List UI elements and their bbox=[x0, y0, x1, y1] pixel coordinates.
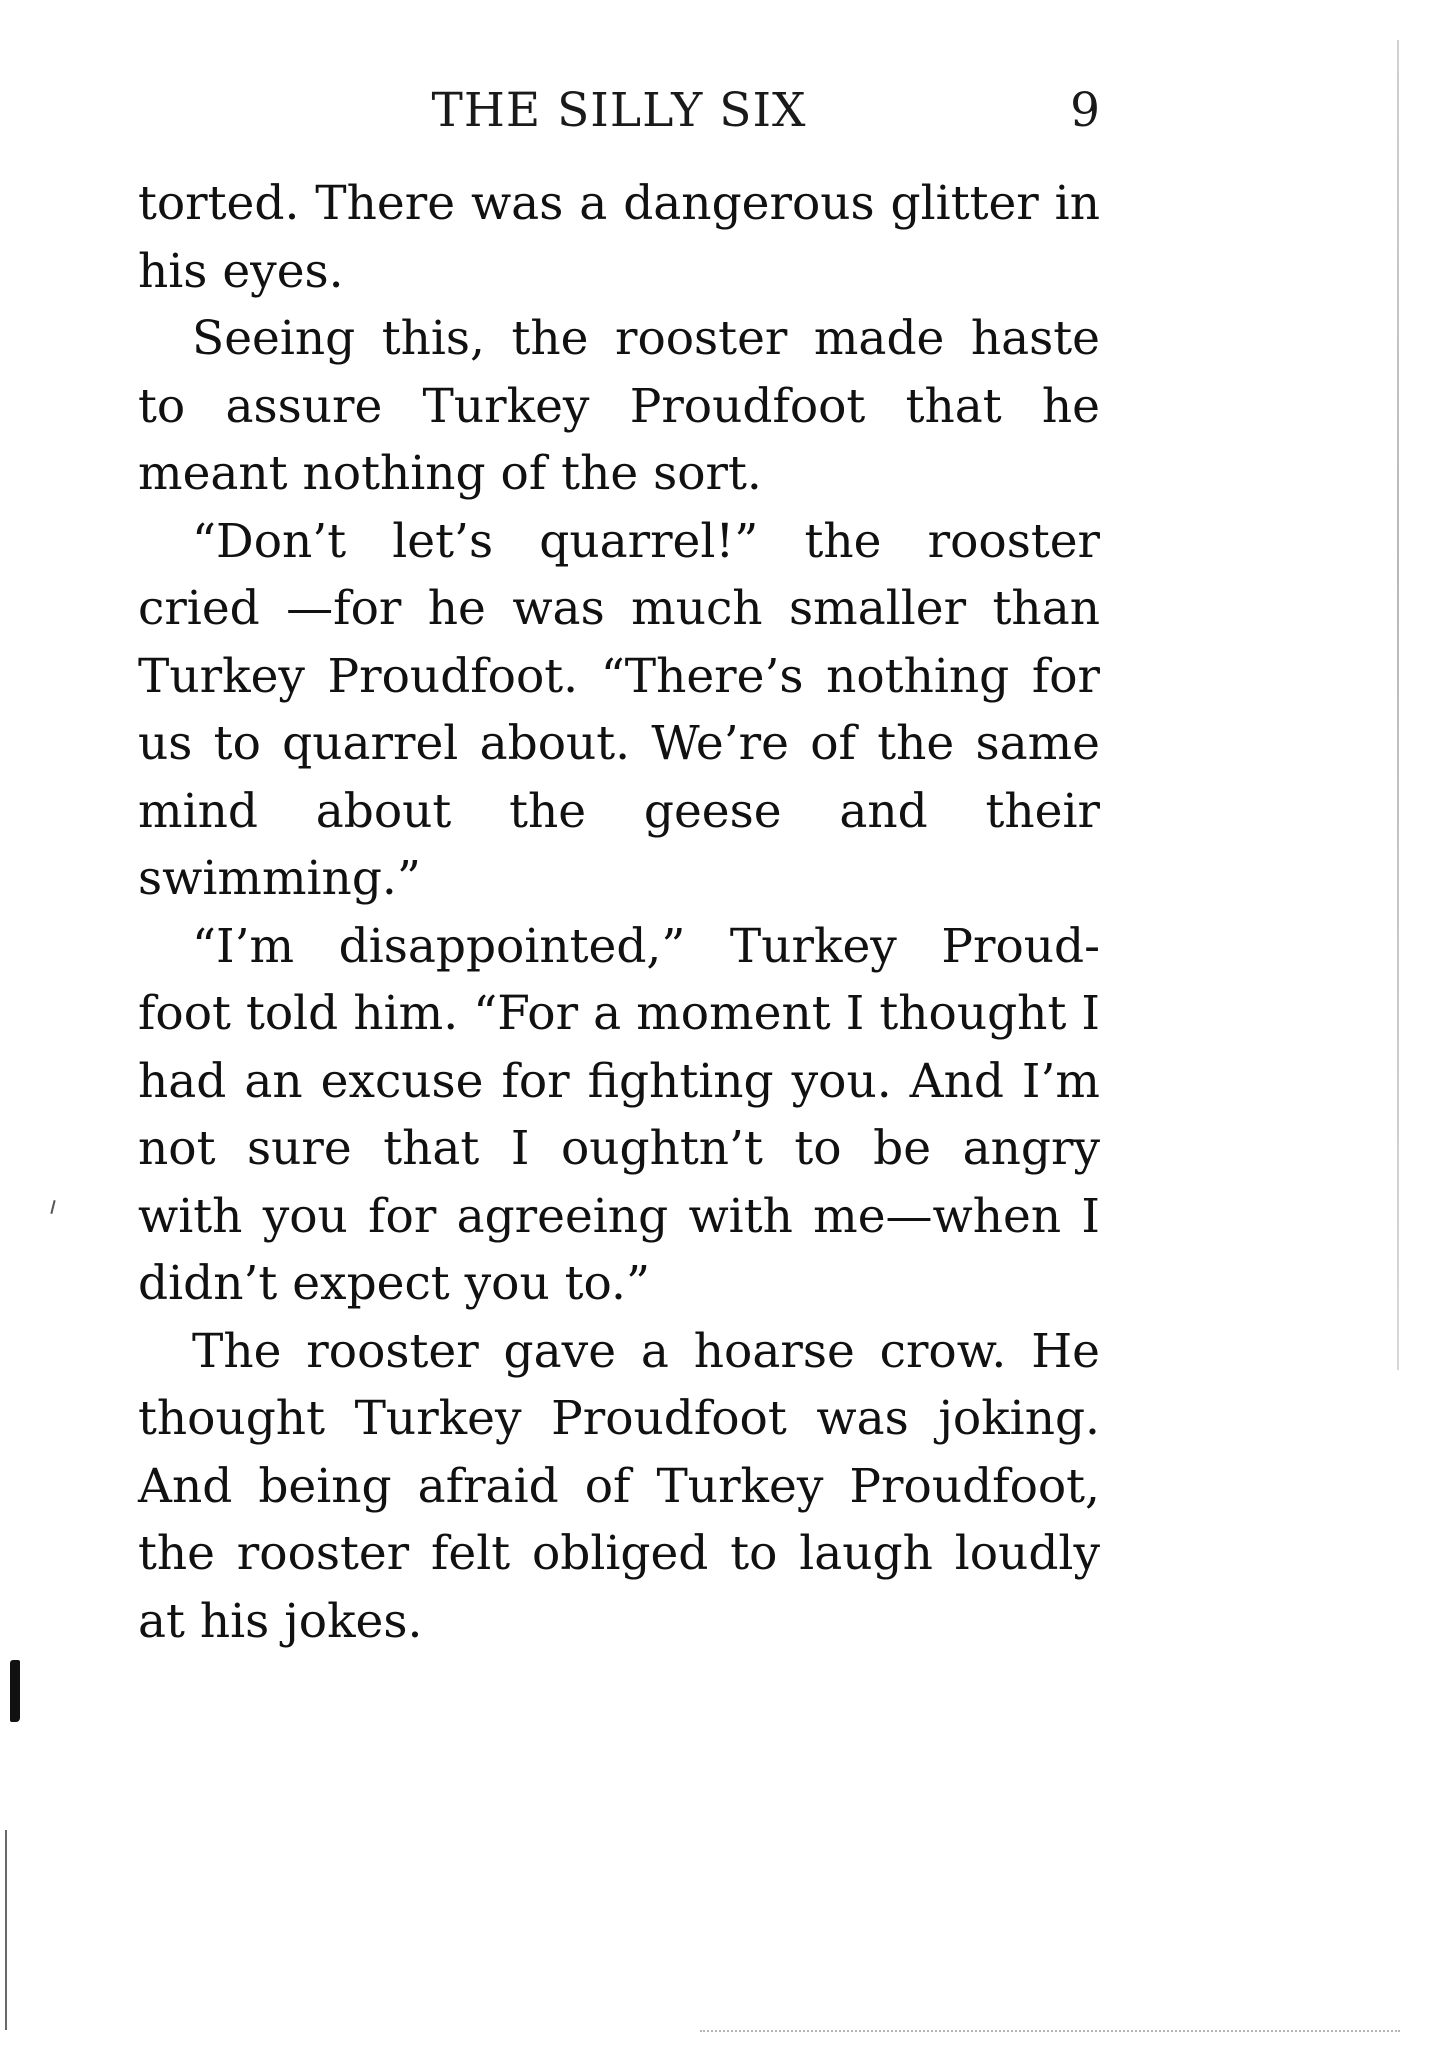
paragraph: “Don’t let’s quarrel!” the rooster cried —for he was much smaller than Turkey Proudfoot. “There’s nothing for us to quarrel about. We’re of the same mind about the geese and their swimming.” bbox=[138, 513, 1100, 906]
paragraph: The rooster gave a hoarse crow. He thought Turkey Proudfoot was joking. And being afraid of Turkey Proudfoot, the rooster felt obliged to laugh loudly at his jokes. bbox=[138, 1323, 1100, 1649]
paragraph-continuation: torted. There was a dangerous glitter in his eyes. bbox=[138, 176, 1100, 299]
scan-edge-line bbox=[1397, 40, 1399, 1370]
scan-speck bbox=[50, 1200, 55, 1214]
body-text bbox=[138, 170, 1100, 1655]
paragraph: “I’m disappointed,” Turkey Proud-foot told him. “For a moment I thought I had an excuse for fighting you. And I’m not sure that I oughtn’t to be angry with you for agreeing with me—when I didn’t expect you to.” bbox=[138, 918, 1100, 1311]
paragraph: Seeing this, the rooster made haste to assure Turkey Proudfoot that he meant nothing of the sort. bbox=[138, 311, 1100, 501]
page-number: 9 bbox=[1070, 83, 1100, 138]
scan-edge-line-left bbox=[5, 1830, 7, 2030]
running-head bbox=[138, 78, 1100, 148]
scan-bottom-trace bbox=[700, 2030, 1400, 2034]
scan-ink-smudge bbox=[10, 1660, 20, 1722]
running-title: THE SILLY SIX bbox=[431, 83, 807, 138]
